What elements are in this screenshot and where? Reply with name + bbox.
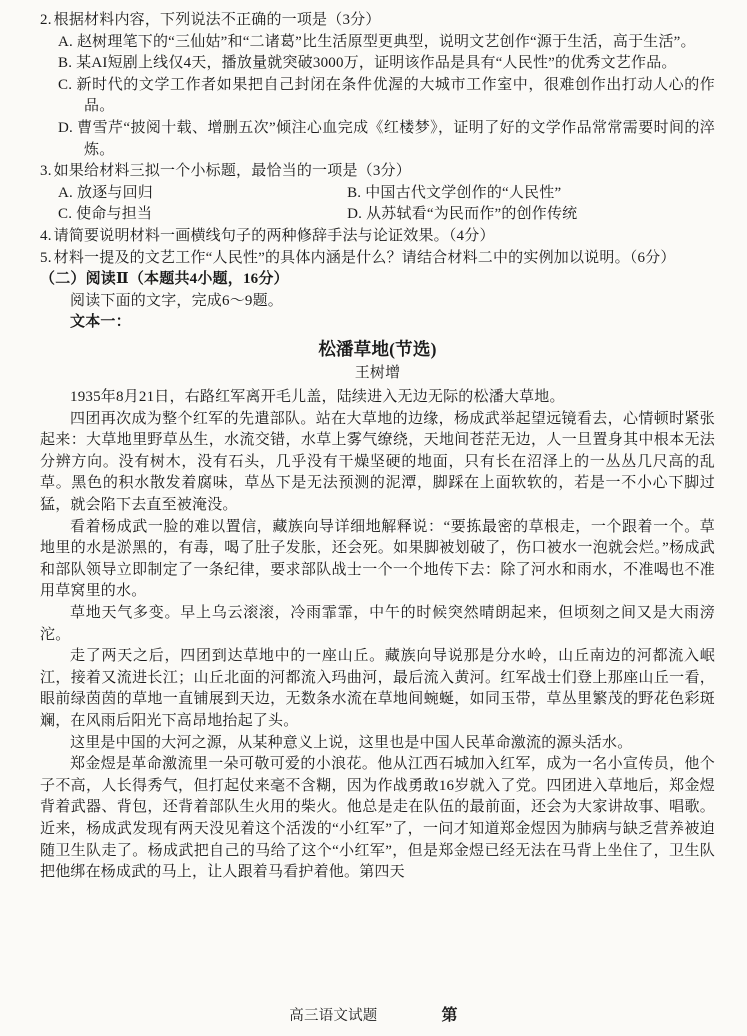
passage-paragraph-4: 草地天气多变。早上乌云滚滚，冷雨霏霏，中午的时候突然晴朗起来，但顷刻之间又是大雨滂沱。 bbox=[40, 605, 715, 643]
question-2-stem bbox=[40, 10, 715, 32]
question-2-number: 2. bbox=[40, 12, 52, 28]
option-d-label: D. bbox=[347, 206, 363, 223]
question-2-option-c bbox=[58, 75, 715, 118]
option-d-label: D. bbox=[58, 119, 73, 136]
text-one-label: 文本一： bbox=[70, 314, 131, 331]
option-d-text: 从苏轼看“为民而作”的创作传统 bbox=[366, 206, 578, 223]
passage-paragraph-1: 1935年8月21日，右路红军离开毛儿盖，陆续进入无边无际的松潘大草地。 bbox=[70, 389, 565, 406]
question-3-option-c bbox=[58, 204, 347, 226]
option-b-label: B. bbox=[347, 184, 362, 201]
option-c-label: C. bbox=[58, 206, 73, 223]
section-instruction: 阅读下面的文字，完成6～9题。 bbox=[70, 292, 284, 309]
passage-paragraph-6: 这里是中国的大河之源，从某种意义上说，这里也是中国人民革命激流的源头活水。 bbox=[70, 734, 633, 751]
question-5-stem bbox=[40, 248, 715, 270]
option-a-label: A. bbox=[58, 184, 73, 201]
question-3-options bbox=[58, 183, 715, 226]
page-footer bbox=[0, 1005, 747, 1028]
question-3-number: 3. bbox=[40, 163, 52, 180]
question-2-option-a bbox=[58, 32, 715, 54]
option-c-text: 使命与担当 bbox=[76, 206, 153, 223]
question-2 bbox=[40, 10, 715, 161]
option-b-label: B. bbox=[58, 55, 73, 72]
option-b-text: 某AI短剧上线仅4天，播放量就突破3000万，证明该作品是具有“人民性”的优秀文艺作品。 bbox=[76, 55, 677, 72]
question-3-text: 如果给材料三拟一个小标题，最恰当的一项是（3分） bbox=[53, 163, 411, 180]
option-c-text: 新时代的文学工作者如果把自己封闭在条件优渥的大城市工作室中，很难创作出打动人心的作品。 bbox=[76, 76, 715, 115]
passage-paragraph-7: 郑金煜是革命激流里一朵可敬可爱的小浪花。他从江西石城加入红军，成为一名小宣传员，他个子不高，人长得秀气，但打起仗来毫不含糊，因为作战勇敢16岁就入了党。四团进入草地后，郑金煜背着武器、背包，还背着部队生火用的柴火。他总是走在队伍的最前面，还会为大家讲故事、唱歌。近来，杨成武发现有两天没见着这个活泼的“小红军”了，一问才知道郑金煜因为肺病与缺乏营养被迫随卫生队走了。杨成武把自己的马给了这个“小红军”，但是郑金煜已经无法在马背上坐住了，卫生队把他绑在杨成武的马上，让人跟着马看护着他。第四天 bbox=[40, 756, 715, 881]
option-b-text: 中国古代文学创作的“人民性” bbox=[365, 184, 562, 201]
question-3-option-a bbox=[58, 183, 347, 205]
passage-paragraph-5: 走了两天之后，四团到达草地中的一座山丘。藏族向导说那是分水岭，山丘南边的河都流入岷江，接着又流进长江；山丘北面的河都流入玛曲河，最后流入黄河。红军战士们登上那座山丘一看，眼前绿茵茵的草地一直铺展到天边，无数条水流在草地间蜿蜒，如同玉带，草丛里繁茂的野花色彩斑斓，在风雨后阳光下高昂地抬起了头。 bbox=[40, 648, 715, 729]
section-header: （二）阅读Ⅱ（本题共4小题，16分） bbox=[40, 271, 289, 288]
option-a-text: 赵树理笔下的“三仙姑”和“二诸葛”比生活原型更典型，说明文艺创作“源于生活，高于生活”。 bbox=[76, 33, 696, 50]
question-4-stem bbox=[40, 226, 715, 248]
question-2-text: 根据材料内容，下列说法不正确的一项是（3分） bbox=[53, 12, 381, 28]
question-3-option-d bbox=[347, 204, 715, 226]
question-3-stem bbox=[40, 161, 715, 183]
option-a-text: 放逐与回归 bbox=[76, 184, 153, 201]
footer-exam-title: 高三语文试题 bbox=[289, 1008, 378, 1025]
question-3 bbox=[40, 161, 715, 226]
question-5-text: 材料一提及的文艺工作“人民性”的具体内涵是什么？请结合材料二中的实例加以说明。（6分） bbox=[53, 249, 676, 266]
passage-title: 松潘草地(节选) bbox=[318, 338, 437, 359]
option-d-text: 曹雪芹“披阅十载、增删五次”倾注心血完成《红楼梦》，证明了好的文学作品常常需要时间的淬炼。 bbox=[76, 119, 715, 158]
footer-page-label: 第 bbox=[441, 1007, 458, 1025]
passage-author: 王树增 bbox=[354, 364, 401, 381]
question-3-option-b bbox=[347, 183, 715, 205]
question-4-text: 请简要说明材料一画横线句子的两种修辞手法与论证效果。（4分） bbox=[53, 227, 495, 244]
passage-paragraph-2: 四团再次成为整个红军的先遣部队。站在大草地的边缘，杨成武举起望远镜看去，心情顿时紧张起来：大草地里野草丛生，水流交错，水草上雾气缭绕，天地间苍茫无边，人一旦置身其中根本无法分辨方向。没有树木，没有石头，几乎没有干燥坚硬的地面，只有长在沼泽上的一丛丛几尺高的乱草。黑色的积水散发着腐味，草丛下是无法预测的泥潭，脚踩在上面软软的，若是一不小心下脚过猛，就会陷下去直至被淹没。 bbox=[40, 410, 715, 514]
option-c-label: C. bbox=[58, 76, 73, 93]
passage-paragraph-3: 看着杨成武一脸的难以置信，藏族向导详细地解释说：“要拣最密的草根走，一个跟着一个。草地里的水是淤黑的，有毒，喝了肚子发胀，还会死。如果脚被划破了，伤口被水一泡就会烂。”杨成武和部队领导立即制定了一条纪律，要求部队战士一个一个地传下去：除了河水和雨水，不准喝也不准用草窝里的水。 bbox=[40, 518, 715, 600]
question-2-option-d bbox=[58, 118, 715, 161]
question-4-number: 4. bbox=[40, 227, 52, 244]
option-a-label: A. bbox=[58, 33, 73, 50]
question-5-number: 5. bbox=[40, 249, 52, 266]
question-2-option-b bbox=[58, 53, 715, 75]
